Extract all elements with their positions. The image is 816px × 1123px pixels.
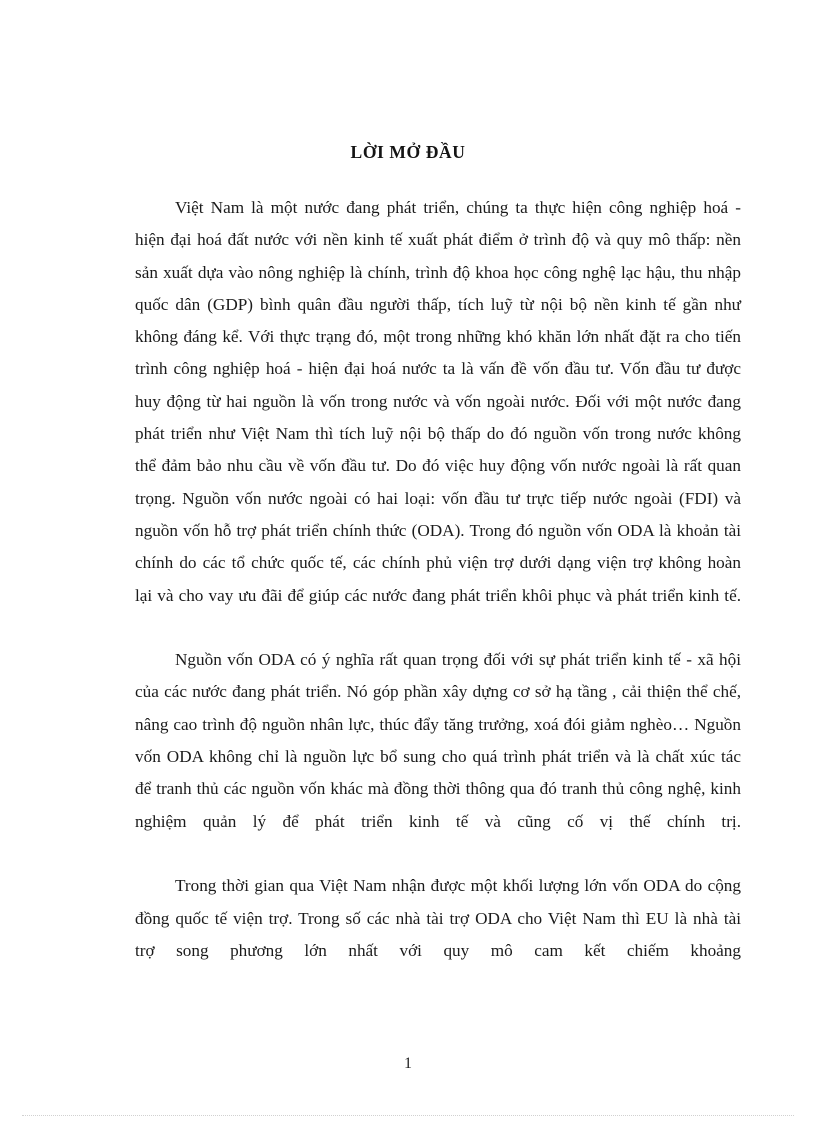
page-number: 1	[404, 1055, 412, 1072]
paragraph-3: Trong thời gian qua Việt Nam nhận được một khối lượng lớn vốn ODA do cộng đồng quốc tế viện trợ. Trong số các nhà tài trợ ODA cho Việt Nam thì EU là nhà tài trợ song phương lớn nhất với quy mô cam kết chiếm khoảng	[135, 876, 741, 960]
paragraph-2: Nguồn vốn ODA có ý nghĩa rất quan trọng đối với sự phát triển kinh tế - xã hội của các nước đang phát triển. Nó góp phần xây dựng cơ sở hạ tầng , cải thiện thể chế, nâng cao trình độ nguồn nhân lực, thúc đẩy tăng trưởng, xoá đói giảm nghèo… Nguồn vốn ODA không chỉ là nguồn lực bổ sung cho quá trình phát triển và là chất xúc tác để tranh thủ các nguồn vốn khác mà đồng thời thông qua đó tranh thủ công nghệ, kinh nghiệm quản lý để phát triển kinh tế và cũng cố vị thế chính trị.	[135, 650, 741, 831]
paragraph-1: Việt Nam là một nước đang phát triển, chúng ta thực hiện công nghiệp hoá - hiện đại hoá đất nước với nền kinh tế xuất phát điểm ở trình độ và quy mô thấp: nền sản xuất dựa vào nông nghiệp là chính, trình độ khoa học công nghệ lạc hậu, thu nhập quốc dân (GDP) bình quân đầu người thấp, tích luỹ từ nội bộ nền kinh tế gần như không đáng kể. Với thực trạng đó, một trong những khó khăn lớn nhất đặt ra cho tiến trình công nghiệp hoá - hiện đại hoá nước ta là vấn đề vốn đầu tư. Vốn đầu tư được huy động từ hai nguồn là vốn trong nước và vốn ngoài nước. Đối với một nước đang phát triển như Việt Nam thì tích luỹ nội bộ thấp do đó nguồn vốn trong nước không thể đảm bảo nhu cầu về vốn đầu tư. Do đó việc huy động vốn nước ngoài là rất quan trọng. Nguồn vốn nước ngoài có hai loại: vốn đầu tư trực tiếp nước ngoài (FDI) và nguồn vốn hỗ trợ phát triển chính thức (ODA). Trong đó nguồn vốn ODA là khoản tài chính do các tổ chức quốc tế, các chính phủ viện trợ dưới dạng viện trợ không hoàn lại và cho vay ưu đãi để giúp các nước đang phát triển khôi phục và phát triển kinh tế.	[135, 198, 741, 605]
body-text-block	[135, 192, 741, 999]
scan-artifact-dotted-rule	[22, 1115, 794, 1117]
page-title: LỜI MỞ ĐẦU	[350, 141, 466, 162]
